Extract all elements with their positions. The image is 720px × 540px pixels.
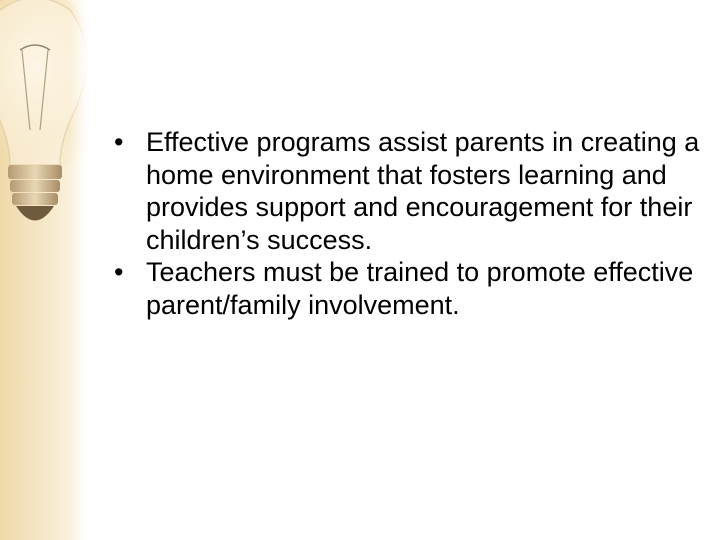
bullet-list	[114, 126, 704, 321]
bullet-marker: •	[114, 127, 124, 157]
bullet-marker: •	[114, 257, 124, 287]
bullet-text: Effective programs assist parents in creating a home environment that fosters learning and provides support and encouragement for their children’s success.	[146, 127, 700, 255]
decorative-side-panel	[0, 0, 88, 540]
bullet-item	[114, 256, 704, 321]
bullet-item	[114, 126, 704, 256]
bullet-text: Teachers must be trained to promote effective parent/family involvement.	[146, 257, 694, 320]
light-bulb-icon	[0, 0, 88, 290]
